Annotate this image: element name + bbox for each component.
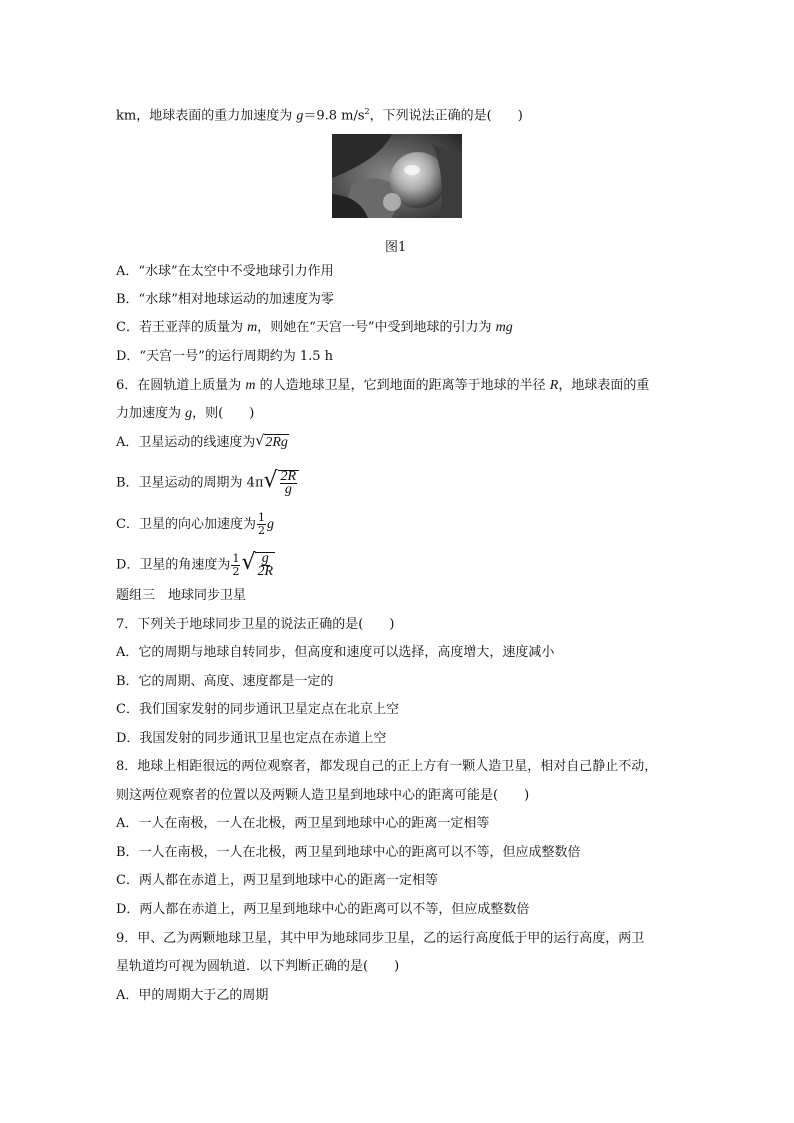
q5-option-d: D．“天宫一号”的运行周期约为 1.5 h — [116, 349, 334, 364]
q5-option-c: C．若王亚萍的质量为 m，则她在“天宫一号”中受到地球的引力为 mg — [116, 320, 513, 335]
q8-option-a: A．一人在南极，一人在北极，两卫星到地球中心的距离一定相等 — [116, 816, 490, 831]
figure-photo — [332, 134, 462, 218]
q7-stem: 7．下列关于地球同步卫星的说法正确的是( ) — [116, 617, 395, 632]
q5-option-a: A．“水球”在太空中不受地球引力作用 — [116, 264, 334, 279]
q6-option-a: A．卫星运动的线速度为 √ 2Rg — [116, 433, 288, 450]
q8-stem-line2: 则这两位观察者的位置以及两颗人造卫星到地球中心的距离可能是( ) — [116, 788, 530, 803]
intro-line: km，地球表面的重力加速度为 g＝9.8 $m/s^2$，下列说法正确的是( ) — [116, 107, 523, 124]
q9-stem-line2: 星轨道均可视为圆轨道．以下判断正确的是( ) — [116, 959, 400, 974]
q7-option-b: B．它的周期、高度、速度都是一定的 — [116, 674, 334, 689]
q6-option-c: C．卫星的向心加速度为 $\frac{1}{2}$ g — [116, 511, 274, 537]
q5-option-b: B．“水球”相对地球运动的加速度为零 — [116, 292, 334, 307]
figure-caption: 图1 — [385, 240, 407, 255]
q7-option-a: A．它的周期与地球自转同步，但高度和速度可以选择，高度增大，速度减小 — [116, 645, 555, 660]
q7-option-c: C．我们国家发射的同步通讯卫星定点在北京上空 — [116, 702, 399, 717]
q9-option-a: A．甲的周期大于乙的周期 — [116, 988, 269, 1003]
q6-option-b: B．卫星运动的周期为 4π √ $\frac{2R}{g}$ — [116, 470, 299, 496]
q7-option-d: D．我国发射的同步通讯卫星也定点在赤道上空 — [116, 731, 387, 746]
group-heading: 题组三 地球同步卫星 — [116, 588, 247, 603]
q8-option-c: C．两人都在赤道上，两卫星到地球中心的距离一定相等 — [116, 873, 438, 888]
q6-stem-line2: 力加速度为 g，则( ) — [116, 406, 255, 421]
q8-option-b: B．一人在南极，一人在北极，两卫星到地球中心的距离可以不等，但应成整数倍 — [116, 845, 581, 860]
q9-stem-line1: 9．甲、乙为两颗地球卫星，其中甲为地球同步卫星，乙的运行高度低于甲的运行高度，两卫 — [116, 931, 645, 946]
q6-option-d: D．卫星的角速度为 $\frac{1}{2}$ √ $\frac{g}{2R}$ — [116, 550, 274, 579]
q6-stem-line1: 6．在圆轨道上质量为 m 的人造地球卫星，它到地面的距离等于地球的半径 R，地球表面的重 — [116, 378, 650, 393]
q8-stem-line1: 8．地球上相距很远的两位观察者，都发现自己的正上方有一颗人造卫星，相对自己静止不动， — [116, 759, 658, 774]
q8-option-d: D．两人都在赤道上，两卫星到地球中心的距离可以不等，但应成整数倍 — [116, 902, 530, 917]
